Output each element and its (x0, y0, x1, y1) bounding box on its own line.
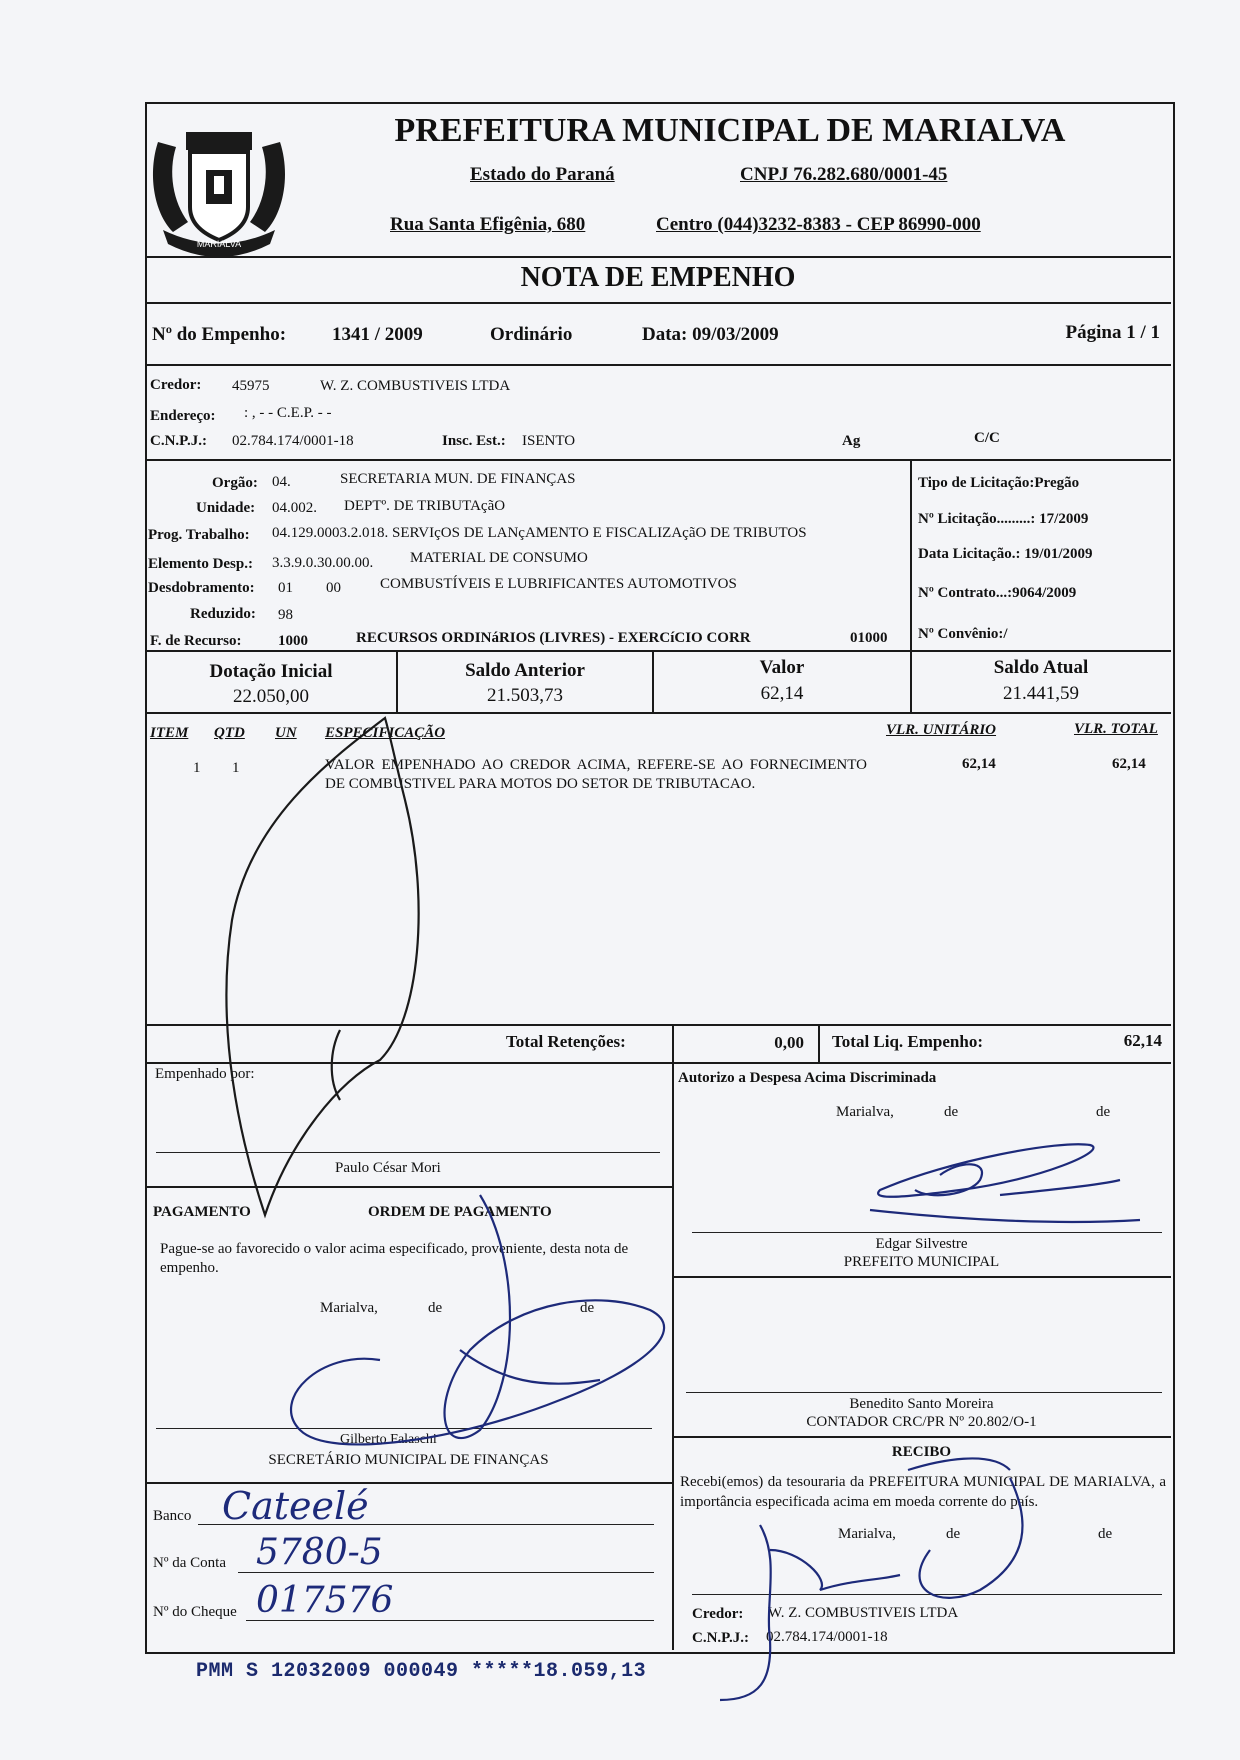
insc-value: ISENTO (522, 433, 576, 449)
retencoes-label: Total Retenções: (506, 1032, 626, 1051)
reduzido-value: 98 (278, 607, 293, 623)
desdob-label: Desdobramento: (148, 580, 255, 596)
prog-label: Prog. Trabalho: (148, 527, 250, 543)
anterior-label: Saldo Anterior (465, 660, 585, 681)
credor-name: W. Z. COMBUSTIVEIS LTDA (320, 378, 511, 394)
retencoes-value: 0,00 (774, 1033, 804, 1052)
header-cnpj: CNPJ 76.282.680/0001-45 (740, 164, 948, 185)
unidade-label: Unidade: (196, 500, 256, 516)
recibo-cnpj-value: 02.784.174/0001-18 (766, 1629, 888, 1645)
recibo-credor-value: W. Z. COMBUSTIVEIS LTDA (768, 1605, 959, 1621)
autorizo-name: Edgar Silvestre (875, 1236, 968, 1252)
page-number: Página 1 / 1 (1065, 322, 1160, 343)
empenho-date: Data: 09/03/2009 (642, 324, 779, 345)
desdob-name: COMBUSTÍVEIS E LUBRIFICANTES AUTOMOTIVOS (380, 576, 737, 592)
atual-value: 21.441,59 (1003, 683, 1079, 704)
cnpj-label: C.N.P.J.: (150, 433, 207, 449)
address-value: : , - - C.E.P. - - (244, 405, 332, 421)
licitacao-contrato: Nº Contrato...:9064/2009 (918, 585, 1077, 601)
coat-of-arms-icon (148, 112, 290, 260)
banco-label: Banco (153, 1508, 192, 1524)
elemento-name: MATERIAL DE CONSUMO (410, 550, 588, 566)
header-title: PREFEITURA MUNICIPAL DE MARIALVA (394, 112, 1066, 149)
ag-label: Ag (842, 433, 861, 449)
recibo-credor-label: Credor: (692, 1606, 744, 1622)
orgao-code: 04. (272, 474, 291, 490)
recibo-de2: de (1098, 1526, 1113, 1542)
dotacao-label: Dotação Inicial (209, 661, 333, 682)
item-qtd: 1 (232, 760, 240, 776)
empenho-label: Nº do Empenho: (152, 324, 287, 345)
cc-label: C/C (974, 430, 1000, 446)
recurso-label: F. de Recurso: (150, 633, 242, 649)
valor-value: 62,14 (760, 683, 804, 704)
banco-value: Cateelé (222, 1484, 369, 1528)
header-contact: Centro (044)3232-8383 - CEP 86990-000 (656, 214, 981, 235)
orgao-label: Orgão: (212, 475, 258, 491)
pagamento-text: Pague-se ao favorecido o valor acima especificado, proveniente, desta nota de empenho. (160, 1241, 629, 1276)
autorizo-de2: de (1096, 1104, 1111, 1120)
pagamento-city: Marialva, (320, 1300, 378, 1316)
autorizo-de1: de (944, 1104, 959, 1120)
anterior-value: 21.503,73 (487, 685, 563, 706)
item-unit: 62,14 (962, 756, 996, 772)
col-total: VLR. TOTAL (1074, 721, 1158, 737)
contador-name: Benedito Santo Moreira (849, 1396, 994, 1412)
autorizo-role: PREFEITO MUNICIPAL (843, 1254, 1000, 1270)
pagamento-role: SECRETÁRIO MUNICIPAL DE FINANÇAS (268, 1452, 549, 1468)
item-number: 1 (193, 760, 201, 776)
conta-label: Nº da Conta (153, 1555, 226, 1571)
empenhado-name: Paulo César Mori (335, 1160, 441, 1176)
desdob-b: 00 (326, 580, 341, 596)
recibo-city: Marialva, (838, 1526, 896, 1542)
recurso-extra: 01000 (850, 630, 888, 646)
empenhado-label: Empenhado por: (155, 1066, 255, 1082)
col-spec: ESPECIFICAÇÃO (325, 725, 446, 741)
empenho-type: Ordinário (490, 324, 573, 345)
liq-value: 62,14 (1123, 1031, 1162, 1050)
footer-stamp: PMM S 12032009 000049 *****18.059,13 (196, 1660, 647, 1683)
recurso-name: RECURSOS ORDINáRIOS (LIVRES) - EXERCíCIO CORR (356, 630, 751, 646)
col-un: UN (275, 725, 297, 741)
header-address: Rua Santa Efigênia, 680 (390, 214, 586, 235)
col-unit: VLR. UNITÁRIO (886, 722, 997, 738)
liq-label: Total Liq. Empenho: (832, 1032, 983, 1051)
address-label: Endereço: (150, 408, 216, 424)
reduzido-label: Reduzido: (190, 606, 256, 622)
empenho-number: 1341 / 2009 (332, 324, 423, 345)
svg-text:MARIALVA: MARIALVA (196, 239, 242, 249)
pagamento-de2: de (580, 1300, 595, 1316)
dotacao-value: 22.050,00 (233, 686, 309, 707)
pagamento-name: Gilberto Falaschi (340, 1432, 437, 1447)
cheque-label: Nº do Cheque (153, 1604, 237, 1620)
contador-role: CONTADOR CRC/PR Nº 20.802/O-1 (806, 1414, 1037, 1430)
recibo-title: RECIBO (891, 1444, 952, 1460)
prog-value: 04.129.0003.2.018. SERVIçOS DE LANçAMENTO E FISCALIZAçãO DE TRIBUTOS (272, 525, 807, 541)
conta-value: 5780-5 (256, 1532, 383, 1573)
pagamento-de1: de (428, 1300, 443, 1316)
elemento-label: Elemento Desp.: (148, 556, 253, 572)
header-state: Estado do Paraná (470, 164, 615, 185)
recibo-cnpj-label: C.N.P.J.: (692, 1630, 749, 1646)
elemento-code: 3.3.9.0.30.00.00. (272, 555, 374, 571)
licitacao-data: Data Licitação.: 19/01/2009 (918, 546, 1093, 562)
unidade-name: DEPTº. DE TRIBUTAçãO (344, 498, 506, 514)
autorizo-title: Autorizo a Despesa Acima Discriminada (678, 1070, 937, 1086)
licitacao-convenio: Nº Convênio:/ (918, 626, 1008, 642)
autorizo-city: Marialva, (836, 1104, 894, 1120)
recibo-text: Recebi(emos) da tesouraria da PREFEITURA MUNICIPAL DE MARIALVA, a importância especificada acima em moeda corrente do país. (680, 1474, 1166, 1510)
unidade-code: 04.002. (272, 500, 317, 516)
item-spec: VALOR EMPENHADO AO CREDOR ACIMA, REFERE-SE AO FORNECIMENTO DE COMBUSTIVEL PARA MOTOS DO SETOR DE TRIBUTACAO. (325, 757, 867, 792)
col-qtd: QTD (214, 725, 245, 741)
licitacao-tipo: Tipo de Licitação:Pregão (918, 475, 1080, 491)
pagamento-title: ORDEM DE PAGAMENTO (368, 1204, 552, 1220)
valor-label: Valor (759, 657, 805, 678)
cheque-value: 017576 (256, 1580, 394, 1621)
desdob-a: 01 (278, 580, 293, 596)
atual-label: Saldo Atual (993, 657, 1089, 678)
pagamento-label: PAGAMENTO (153, 1204, 251, 1220)
credor-label: Credor: (150, 377, 202, 393)
licitacao-numero: Nº Licitação.........: 17/2009 (918, 511, 1089, 527)
orgao-name: SECRETARIA MUN. DE FINANÇAS (340, 471, 576, 487)
recurso-code: 1000 (278, 633, 308, 649)
insc-label: Insc. Est.: (442, 433, 506, 449)
recibo-de1: de (946, 1526, 961, 1542)
credor-code: 45975 (232, 378, 270, 394)
doc-title: NOTA DE EMPENHO (520, 262, 796, 293)
col-item: ITEM (150, 725, 189, 741)
item-total: 62,14 (1112, 756, 1146, 772)
cnpj-value: 02.784.174/0001-18 (232, 433, 354, 449)
